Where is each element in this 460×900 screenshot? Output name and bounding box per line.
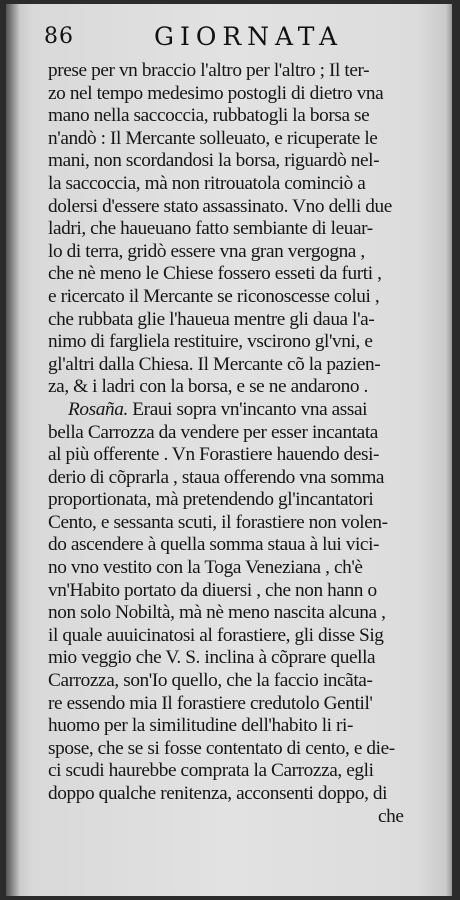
text-line: che nè meno le Chiese fossero esseti da furti , <box>48 263 382 285</box>
speech-opening-line <box>48 399 444 422</box>
speaker-name: Rosaña. <box>68 398 128 420</box>
page-number: 86 <box>44 24 74 49</box>
speech-line: re essendo mia Il forastiere credutolo Gentil' <box>48 692 373 714</box>
speech-line: doppo qualche renitenza, acconsenti doppo, di <box>48 783 388 804</box>
catchword: che <box>378 805 404 827</box>
body-text <box>48 60 444 828</box>
running-head: GIORNATA <box>154 22 344 51</box>
book-page <box>6 4 452 896</box>
speech-line: vn'Habito portato da diuersi , che non hann o <box>48 579 377 601</box>
speech-line: proportionata, mà pretendendo gl'incantatori <box>48 489 374 511</box>
text-line: e ricercato il Mercante se riconoscesse colui , <box>48 285 380 307</box>
text-line: za, & i ladri con la borsa, e se ne andarono . <box>48 376 368 398</box>
text-line: mano nella saccoccia, rubbatogli la borsa se <box>48 105 370 127</box>
speech-line: Carrozza, son'Io quello, che la faccio incãta- <box>48 670 373 692</box>
speech-line: ci scudi haurebbe comprata la Carrozza, egli <box>48 760 374 782</box>
page-header <box>44 22 444 56</box>
speech-line: spose, che se si fosse contentato di cento, e die- <box>48 737 395 759</box>
text-line: ladri, che haueuano fatto sembiante di leuar- <box>48 218 373 240</box>
text-line: n'andò : Il Mercante solleuato, e ricuperate le <box>48 127 378 149</box>
speech-line: mio veggio che V. S. inclina à cõprare quella <box>48 647 376 669</box>
speech-line: bella Carrozza da vendere per esser incantata <box>48 421 378 443</box>
speech-line: do ascendere à quella somma staua à lui vici- <box>48 534 380 556</box>
text-line: zo nel tempo medesimo postogli di dietro vna <box>48 82 384 104</box>
text-line: gl'altri dalla Chiesa. Il Mercante cõ la pazien- <box>48 353 381 375</box>
speech-line: non solo Nobiltà, mà nè meno nascita alcuna , <box>48 602 386 624</box>
text-line: prese per vn braccio l'altro per l'altro ; Il ter- <box>48 60 370 81</box>
text-line: lo di terra, gridò essere vna gran vergogna , <box>48 240 365 262</box>
text-line: dolersi d'essere stato assassinato. Vno delli due <box>48 195 392 217</box>
text-line: che rubbata glie l'haueua mentre gli daua l'a- <box>48 308 375 330</box>
text-line: mani, non scordandosi la borsa, riguardò nel- <box>48 150 380 172</box>
speech-line: no vno vestito con la Toga Veneziana , ch'è <box>48 557 363 579</box>
speech-line: huomo per la similitudine dell'habito li ri- <box>48 715 354 737</box>
speech-line: Cento, e sessanta scuti, il forastiere non volen- <box>48 511 388 533</box>
speech-first-line: Eraui sopra vn'incanto vna assai <box>132 398 368 420</box>
gutter-shadow <box>6 4 20 896</box>
page-edge <box>446 4 452 896</box>
speech-line: al più offerente . Vn Forastiere hauendo desi- <box>48 444 380 466</box>
speech-line: il quale auuicinatosi al forastiere, gli disse Sig <box>48 624 384 646</box>
text-line: nimo di fargliela restituire, vscirono gl'vni, e <box>48 331 373 353</box>
text-line: la saccoccia, mà non ritrouatola cominciò a <box>48 172 366 194</box>
speech-line: derio di cõprarla , staua offerendo vna somma <box>48 466 385 488</box>
